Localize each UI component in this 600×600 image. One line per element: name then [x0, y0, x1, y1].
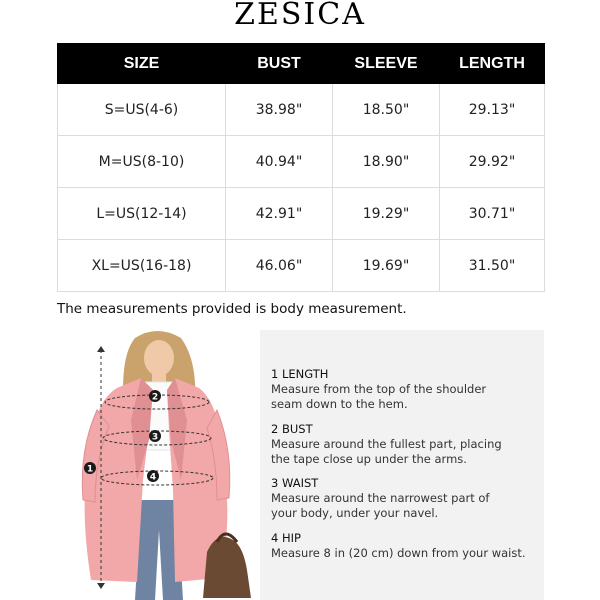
instruction-desc-line: Measure 8 in (20 cm) down from your waist.	[271, 546, 526, 560]
length-cell: 30.71"	[440, 188, 545, 240]
length-guide-arrow-bottom	[97, 583, 105, 589]
instruction-title: 2 BUST	[271, 422, 313, 436]
sleeve-cell: 18.50"	[333, 84, 440, 136]
instruction-title: 1 LENGTH	[271, 367, 329, 381]
instruction-desc-line: Measure around the narrowest part of	[271, 491, 490, 505]
instruction-hip	[271, 531, 536, 561]
length-cell: 29.13"	[440, 84, 545, 136]
measurement-instructions	[260, 330, 544, 600]
instruction-desc-line: seam down to the hem.	[271, 397, 408, 411]
model-illustration	[57, 330, 260, 600]
bust-cell: 40.94"	[226, 136, 333, 188]
bust-cell: 42.91"	[226, 188, 333, 240]
header-size: SIZE	[58, 44, 226, 84]
length-cell: 31.50"	[440, 240, 545, 292]
sleeve-cell: 19.29"	[333, 188, 440, 240]
measurement-note: The measurements provided is body measurement.	[57, 301, 407, 317]
marker-bust-label: 2	[151, 392, 159, 403]
instruction-desc-line: your body, under your navel.	[271, 506, 439, 520]
table-row	[58, 136, 545, 188]
instruction-desc-line: Measure from the top of the shoulder	[271, 382, 487, 396]
bust-cell: 38.98"	[226, 84, 333, 136]
marker-length-label: 1	[86, 464, 94, 475]
instruction-title: 4 HIP	[271, 531, 301, 545]
header-bust: BUST	[226, 44, 333, 84]
instruction-length	[271, 367, 536, 412]
table-row	[58, 240, 545, 292]
marker-hip-label: 4	[149, 472, 157, 483]
sleeve-cell: 19.69"	[333, 240, 440, 292]
size-cell: M=US(8-10)	[58, 136, 226, 188]
header-sleeve: SLEEVE	[333, 44, 440, 84]
handbag	[203, 537, 251, 598]
bust-cell: 46.06"	[226, 240, 333, 292]
marker-waist-label: 3	[151, 432, 159, 443]
brand-logo: ZESICA	[234, 0, 366, 32]
size-chart-table	[57, 43, 545, 292]
model-figure	[57, 330, 260, 600]
sleeve-cell: 18.90"	[333, 136, 440, 188]
size-cell: L=US(12-14)	[58, 188, 226, 240]
instruction-waist	[271, 476, 536, 521]
size-cell: S=US(4-6)	[58, 84, 226, 136]
table-header-row	[58, 44, 545, 84]
instruction-bust	[271, 422, 536, 467]
instruction-title: 3 WAIST	[271, 476, 319, 490]
length-cell: 29.92"	[440, 136, 545, 188]
instruction-desc-line: Measure around the fullest part, placing	[271, 437, 502, 451]
table-row	[58, 84, 545, 136]
table-row	[58, 188, 545, 240]
header-length: LENGTH	[440, 44, 545, 84]
length-guide-arrow-top	[97, 346, 105, 352]
instruction-desc-line: the tape close up under the arms.	[271, 452, 467, 466]
size-cell: XL=US(16-18)	[58, 240, 226, 292]
